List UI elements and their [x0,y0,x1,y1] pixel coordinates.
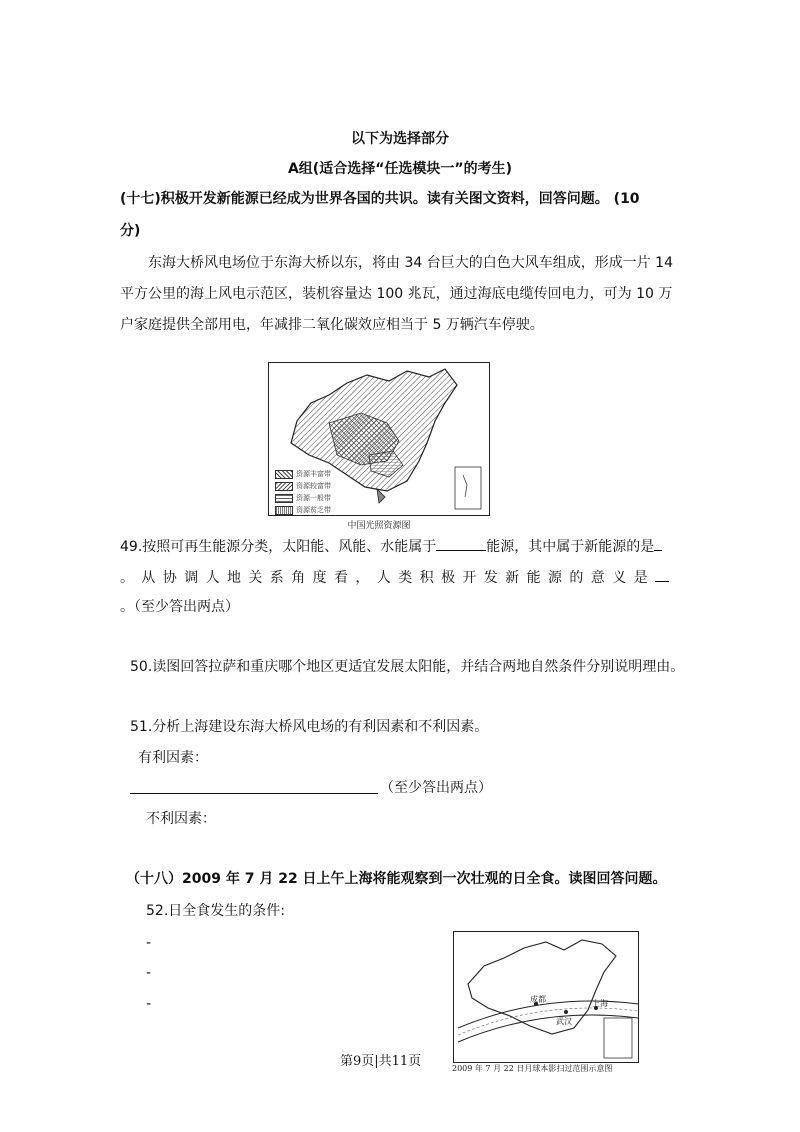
q49-line2 [120,567,690,587]
legend-swatch [275,494,293,503]
label-chengdu: 成都 [530,995,546,1004]
unfavorable-label: 不利因素： [146,811,216,827]
group-title: A组(适合选择“任选模块一”的考生) [287,161,513,177]
eclipse-map-illustration [454,932,638,1062]
map2-caption: 2009 年 7 月 22 日月球本影扫过范围示意图 [452,1064,613,1073]
legend-swatch [275,470,293,479]
q49-blank-3[interactable] [655,567,669,582]
q49-text-b: 能源，其中属于新能源的是 [486,539,655,555]
legend-item [275,493,331,503]
q52-bullet: - [146,996,152,1012]
q49-line1 [120,536,662,556]
label-wuhan: 武汉 [556,1017,572,1026]
q17-paragraph-line1: 东海大桥风电场位于东海大桥以东，将由 34 台巨大的白色大风车组成，形成一片 14 [148,255,673,271]
favorable-label: 有利因素： [138,750,208,766]
legend-item [275,469,331,479]
legend-swatch [275,506,293,515]
q49-text-a: 49.按照可再生能源分类，太阳能、风能、水能属于 [120,539,437,555]
q51-hint: （至少答出两点） [380,780,492,796]
map1-legend [275,469,331,517]
q50-question: 50.读图回答拉萨和重庆哪个地区更适宜发展太阳能，并结合两地自然条件分别说明理由。 [130,659,685,675]
legend-label: 资源较富带 [296,482,331,490]
legend-label: 资源一般带 [296,494,331,502]
q52-bullet: - [146,935,152,951]
q18-title: （十八）2009 年 7 月 22 日上午上海将能观察到一次壮观的日全食。读图回答问题。 [126,871,667,887]
legend-label: 资源贫乏带 [296,506,331,514]
section-title: 以下为选择部分 [351,131,449,147]
q52-question: 52.日全食发生的条件: [146,903,285,919]
q51-question: 51.分析上海建设东海大桥风电场的有利因素和不利因素。 [130,719,489,735]
q17-title-line2: 分) [120,223,141,239]
eclipse-path-map [453,931,639,1063]
map1-caption: 中国光照资源图 [347,521,411,531]
q52-bullet: - [146,965,152,981]
page-number: 第9页|共11页 [340,1054,422,1069]
legend-item [275,481,331,491]
solar-resource-map [268,362,490,516]
favorable-answer-line[interactable] [130,779,378,794]
q49-text-c: 。从协调人地关系角度看，人类积极开发新能源的意义是 [120,570,655,586]
q17-paragraph-line2: 平方公里的海上风电示范区，装机容量达 100 兆瓦，通过海底电缆传回电力，可为 10 万 [120,286,673,302]
q49-blank-1[interactable] [436,536,486,551]
legend-label: 资源丰富带 [296,470,331,478]
q49-blank-2[interactable] [654,536,662,551]
legend-item [275,505,331,515]
q17-title-line1: (十七)积极开发新能源已经成为世界各国的共识。读有关图文资料，回答问题。 (10 [120,191,640,207]
q49-line3: 。（至少答出两点） [120,599,239,615]
label-shanghai: 上海 [592,999,608,1008]
q17-paragraph-line3: 户家庭提供全部用电，年减排二氧化碳效应相当于 5 万辆汽车停驶。 [120,317,544,333]
legend-swatch [275,482,293,491]
